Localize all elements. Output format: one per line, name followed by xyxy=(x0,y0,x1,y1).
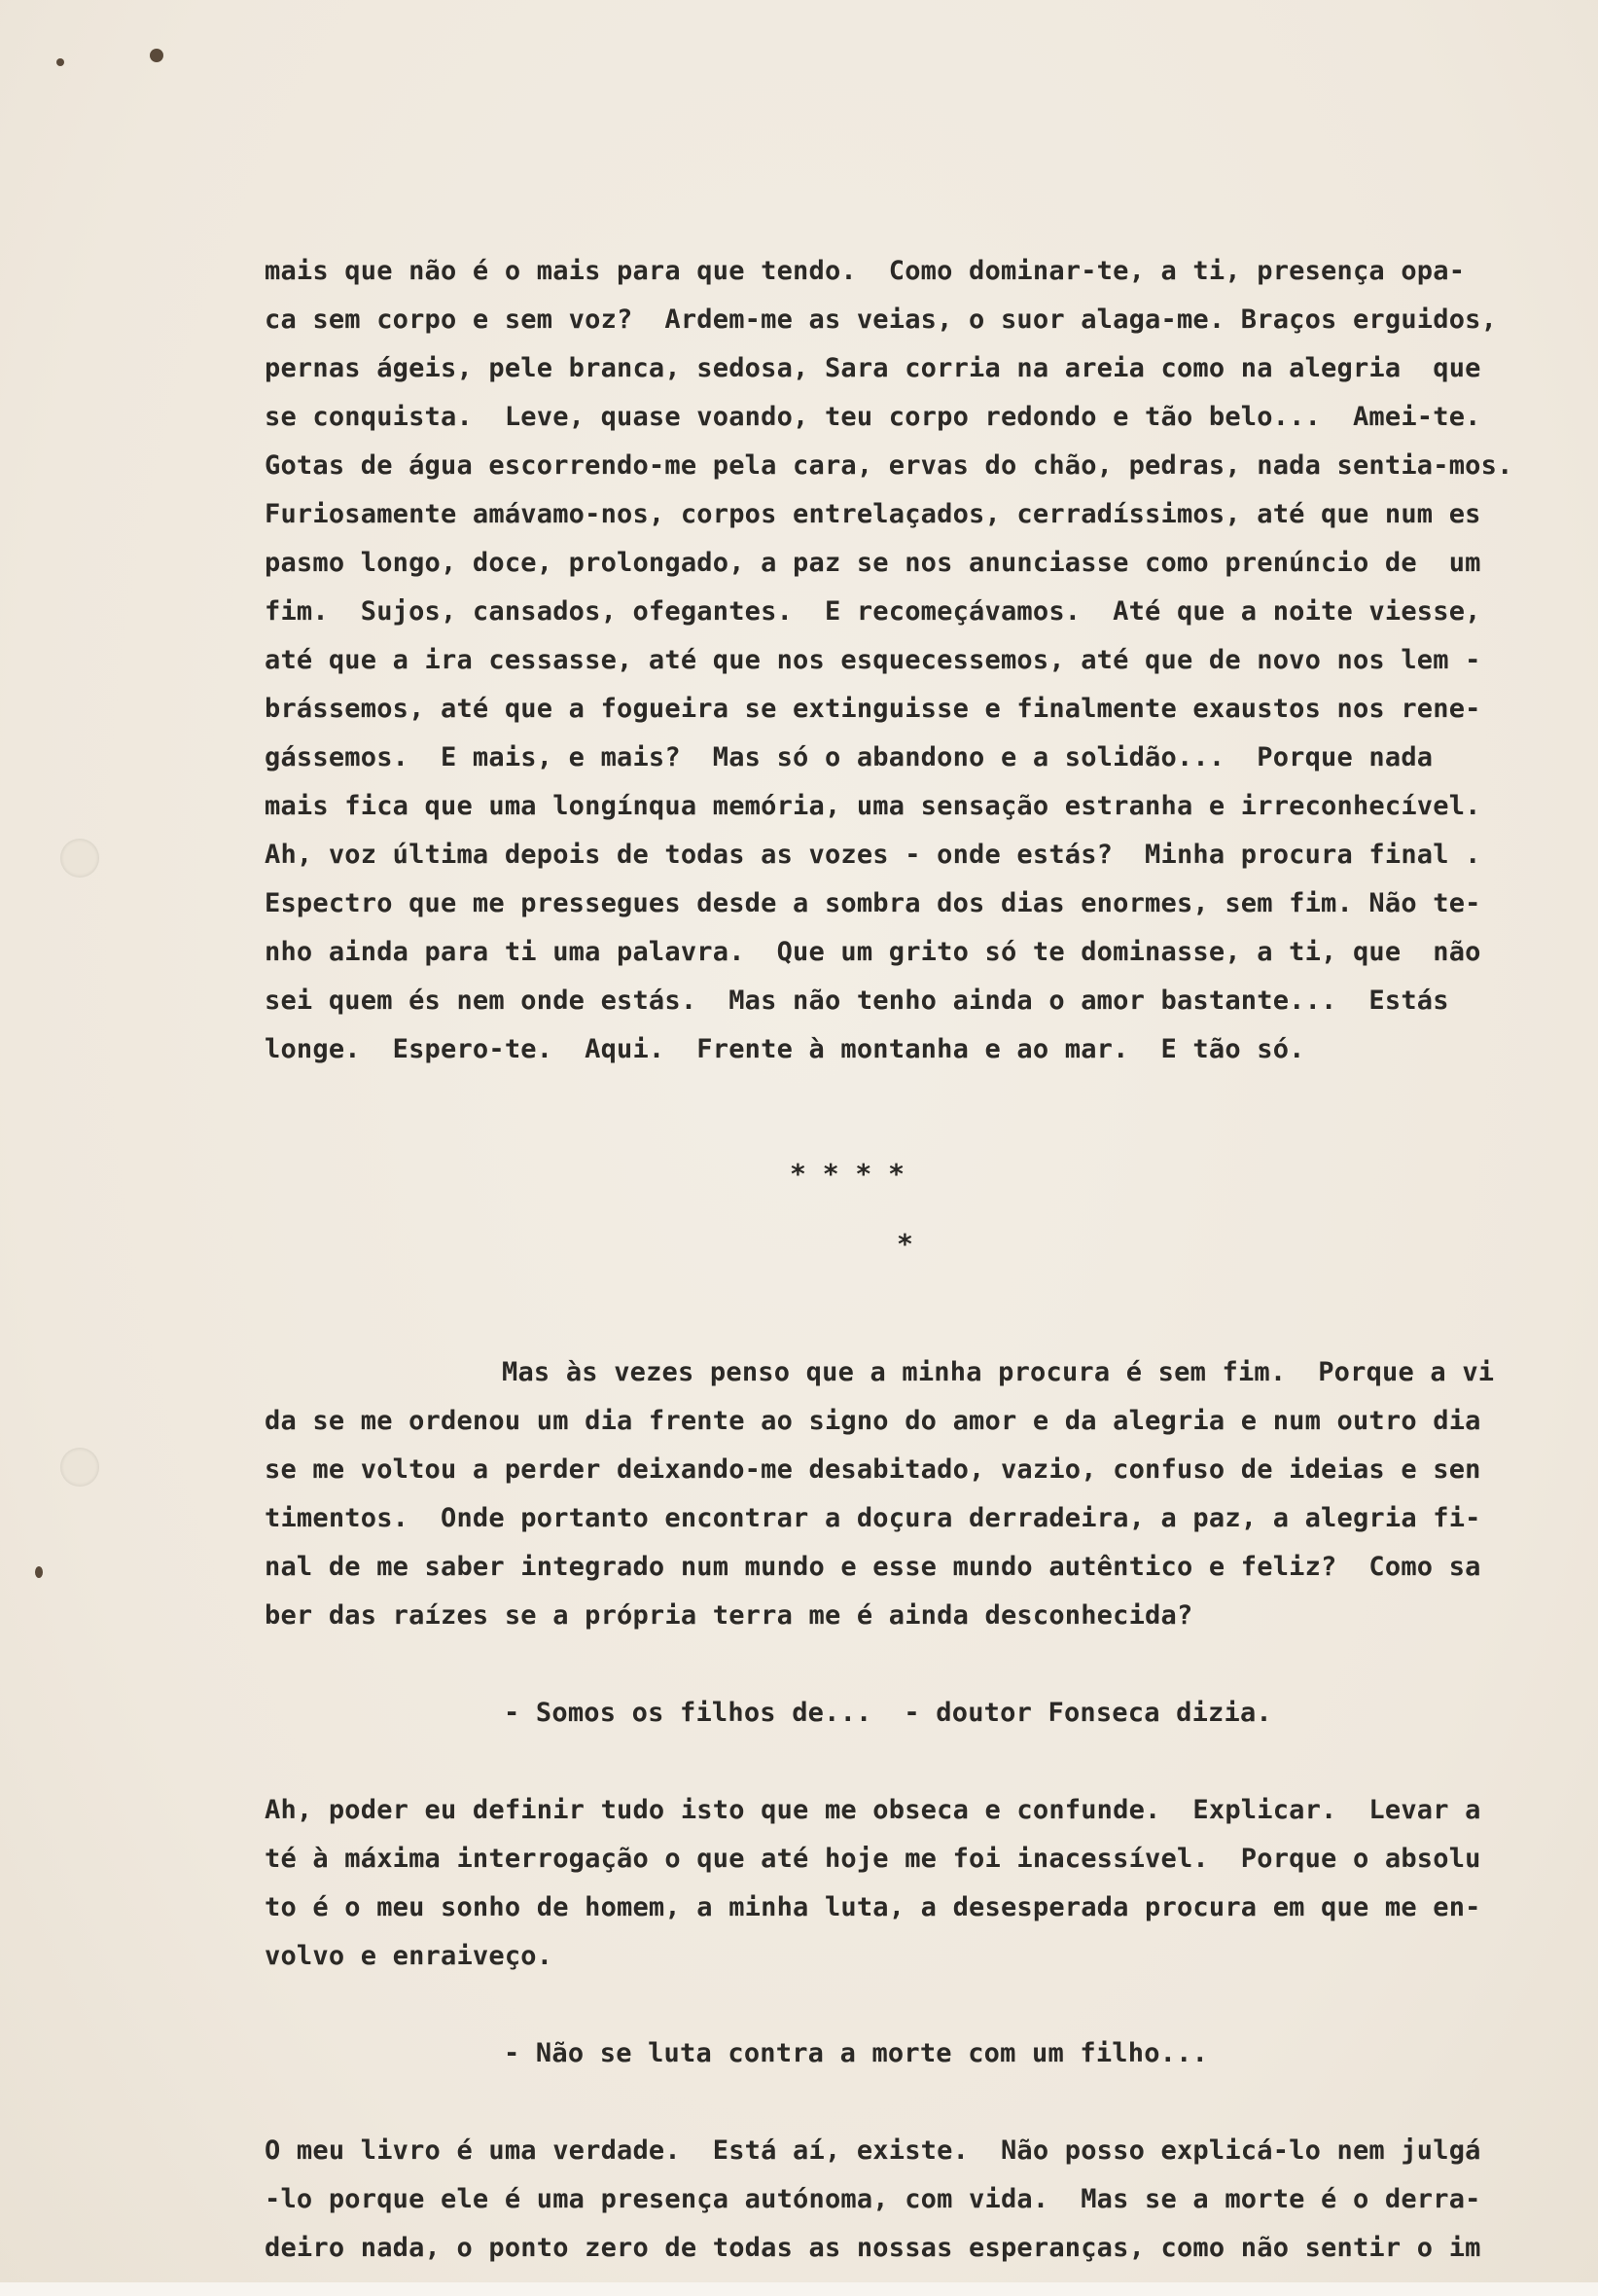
text-line: Mas às vezes penso que a minha procura é sem fim. Porque a vi xyxy=(502,1357,1495,1387)
text-line: pernas ágeis, pele branca, sedosa, Sara corria na areia como na alegria que xyxy=(265,353,1481,383)
ink-speck xyxy=(56,58,64,66)
text-line: volvo e enraiveço. xyxy=(265,1941,553,1971)
text-line: longe. Espero-te. Aqui. Frente à montanha e ao mar. E tão só. xyxy=(265,1034,1305,1064)
text-line: O meu livro é uma verdade. Está aí, existe. Não posso explicá-lo nem julgá xyxy=(265,2135,1481,2166)
ink-speck xyxy=(35,1566,43,1578)
punch-hole-bottom xyxy=(60,1448,99,1487)
text-line: -lo porque ele é uma presença autónoma, com vida. Mas se a morte é o derra- xyxy=(265,2184,1481,2214)
text-line: to é o meu sonho de homem, a minha luta, a desesperada procura em que me en- xyxy=(265,1892,1481,1922)
ink-speck xyxy=(150,49,163,62)
text-line: nho ainda para ti uma palavra. Que um grito só te dominasse, a ti, que não xyxy=(265,937,1481,967)
text-line: deiro nada, o ponto zero de todas as nossas esperanças, como não sentir o im xyxy=(265,2233,1481,2263)
text-line: ca sem corpo e sem voz? Ardem-me as veias, o suor alaga-me. Braços erguidos, xyxy=(265,305,1498,335)
text-line: até que a ira cessasse, até que nos esquecessemos, até que de novo nos lem - xyxy=(265,645,1481,675)
text-line: mais que não é o mais para que tendo. Como dominar-te, a ti, presença opa- xyxy=(265,256,1466,286)
text-line: pasmo longo, doce, prolongado, a paz se nos anunciasse como prenúncio de um xyxy=(265,548,1481,578)
punch-hole-top xyxy=(60,839,99,878)
text-line: Espectro que me pressegues desde a sombra dos dias enormes, sem fim. Não te- xyxy=(265,888,1481,918)
section-separator-row-2: * xyxy=(897,1228,913,1260)
text-line: se conquista. Leve, quase voando, teu corpo redondo e tão belo... Amei-te. xyxy=(265,402,1481,432)
page-bottom-edge xyxy=(0,2282,1598,2296)
section-separator-row-1: * * * * xyxy=(790,1158,906,1190)
text-line: Gotas de água escorrendo-me pela cara, ervas do chão, pedras, nada sentia-mos. xyxy=(265,450,1513,481)
paragraph-2 xyxy=(265,1348,1568,1640)
dialogue-line-1: - Somos os filhos de... - doutor Fonseca dizia. xyxy=(504,1698,1272,1728)
dialogue-line-2: - Não se luta contra a morte com um filho... xyxy=(504,2038,1209,2068)
text-line: Ah, poder eu definir tudo isto que me obseca e confunde. Explicar. Levar a xyxy=(265,1795,1481,1825)
text-line: fim. Sujos, cansados, ofegantes. E recomeçávamos. Até que a noite viesse, xyxy=(265,596,1481,627)
text-line: se me voltou a perder deixando-me desabitado, vazio, confuso de ideias e sen xyxy=(265,1454,1481,1485)
text-line: brássemos, até que a fogueira se extinguisse e finalmente exaustos nos rene- xyxy=(265,694,1481,724)
text-line: té à máxima interrogação o que até hoje me foi inacessível. Porque o absolu xyxy=(265,1844,1481,1874)
text-line: Ah, voz última depois de todas as vozes - onde estás? Minha procura final . xyxy=(265,840,1481,870)
text-line: gássemos. E mais, e mais? Mas só o abandono e a solidão... Porque nada xyxy=(265,742,1434,772)
text-line: sei quem és nem onde estás. Mas não tenho ainda o amor bastante... Estás xyxy=(265,986,1449,1016)
text-line: Furiosamente amávamo-nos, corpos entrelaçados, cerradíssimos, até que num es xyxy=(265,499,1481,529)
paragraph-1 xyxy=(265,247,1568,1074)
text-line: mais fica que uma longínqua memória, uma sensação estranha e irreconhecível. xyxy=(265,791,1481,821)
text-line: ber das raízes se a própria terra me é ainda desconhecida? xyxy=(265,1600,1193,1631)
text-line: timentos. Onde portanto encontrar a doçura derradeira, a paz, a alegria fi- xyxy=(265,1503,1481,1533)
paragraph-4 xyxy=(265,2127,1568,2273)
text-line: da se me ordenou um dia frente ao signo do amor e da alegria e num outro dia xyxy=(265,1406,1481,1436)
paragraph-3 xyxy=(265,1786,1568,1981)
text-line: nal de me saber integrado num mundo e esse mundo autêntico e feliz? Como sa xyxy=(265,1552,1481,1582)
